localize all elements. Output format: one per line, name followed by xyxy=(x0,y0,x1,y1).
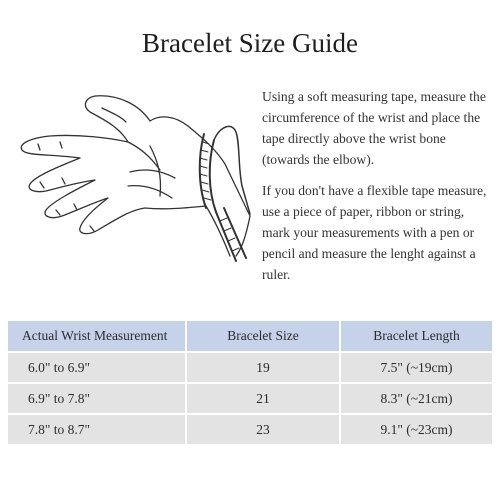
hand-with-measuring-tape-icon xyxy=(10,86,255,266)
bracelet-size-cell: 21 xyxy=(186,383,340,414)
size-table xyxy=(8,321,492,446)
column-header-bracelet-length: Bracelet Length xyxy=(340,321,492,352)
bracelet-size-cell: 19 xyxy=(186,352,340,383)
bracelet-length-cell: 9.1" (~23cm) xyxy=(340,414,492,445)
table-row xyxy=(8,414,492,445)
bracelet-length-cell: 7.5" (~19cm) xyxy=(340,352,492,383)
bracelet-size-cell: 23 xyxy=(186,414,340,445)
table-row xyxy=(8,352,492,383)
page-title: Bracelet Size Guide xyxy=(142,28,358,58)
table-row xyxy=(8,383,492,414)
instruction-paragraph-1: Using a soft measuring tape, measure the circumference of the wrist and place the tape directly above the wrist bone (towards the elbow). xyxy=(262,89,486,167)
column-header-wrist-measurement: Actual Wrist Measurement xyxy=(8,321,186,352)
table-header-row xyxy=(8,321,492,352)
wrist-measurement-cell: 6.9" to 7.8" xyxy=(8,383,186,414)
column-header-bracelet-size: Bracelet Size xyxy=(186,321,340,352)
wrist-measurement-cell: 7.8" to 8.7" xyxy=(8,414,186,445)
instruction-paragraph-2: If you don't have a flexible tape measure, use a piece of paper, ribbon or string, mark your measurements with a pen or pencil and measure the lenght against a ruler. xyxy=(262,183,487,282)
bracelet-length-cell: 8.3" (~21cm) xyxy=(340,383,492,414)
wrist-measurement-cell: 6.0" to 6.9" xyxy=(8,352,186,383)
